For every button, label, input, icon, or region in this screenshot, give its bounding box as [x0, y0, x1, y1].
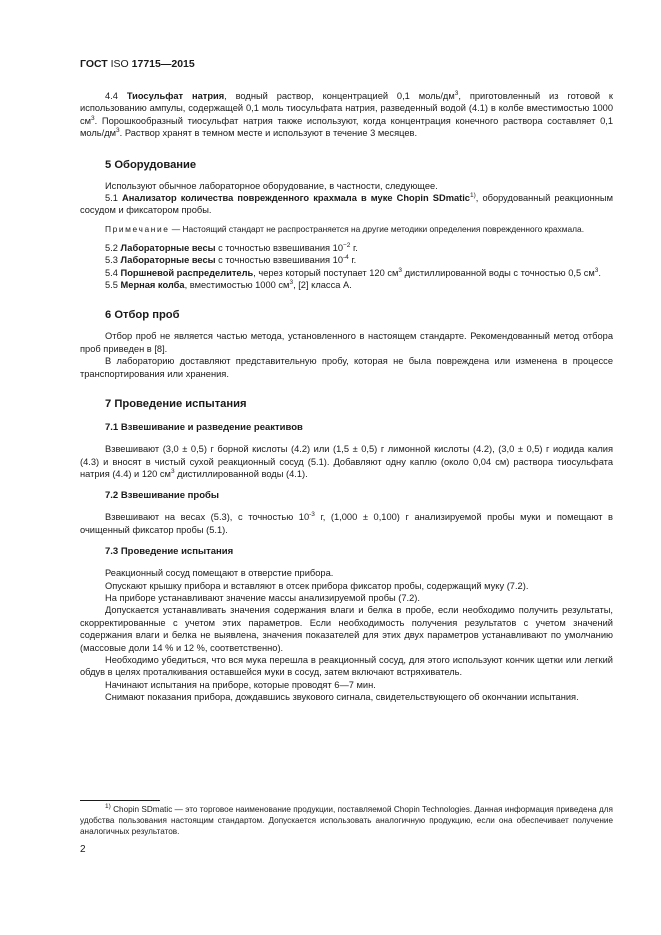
item-5-2-sup: −2 [343, 241, 351, 249]
section-7-2-paragraph [80, 511, 613, 536]
running-header [80, 58, 195, 70]
section-6-heading: 6 Отбор проб [105, 309, 180, 322]
section-7-3-paragraph: Необходимо убедиться, что вся мука перешла в реакционный сосуд, для этого используют кончик щетки или легкий обдув в целях проталкивания оставшейся муки в сосуд, затем включают встряхиватель. [80, 654, 613, 678]
item-5-3-number: 5.3 [105, 255, 118, 266]
item-5-1-text: , оборудованный реакционным сосудом и фиксатором пробы. [80, 193, 613, 216]
section-7-1-paragraph [80, 443, 613, 480]
item-5-3-text: с точностью взвешивания 10 [215, 255, 344, 266]
section-7-1-sup: 3 [170, 467, 175, 475]
footnote-mark: 1) [105, 803, 111, 810]
item-5-5-sup: 3 [289, 279, 294, 287]
footnote-separator [80, 800, 160, 801]
footnote-text: Chopin SDmatic — это торговое наименование продукции, поставляемой Chopin Technologies. Данная информация приведена для удобства пользования настоящим стандартом. Допускается использовать аналогичную продукцию, если она обеспечивает получение аналогичных результатов. [80, 805, 613, 836]
item-5-5 [80, 279, 613, 291]
section-7-2-text-2: г, (1,000 ± 0,100) г анализируемой пробы муки и помещают в очищенный фиксатор пробы (5.1). [80, 512, 613, 535]
item-5-2-text: с точностью взвешивания 10 [215, 242, 344, 253]
section-7-3-paragraph: На приборе устанавливают значение массы анализируемой пробы (7.2). [105, 592, 420, 603]
item-5-4-text-2: дистиллированной воды с точностью 0,5 см [402, 267, 595, 278]
item-5-4-number: 5.4 [105, 267, 118, 278]
section-7-heading: 7 Проведение испытания [105, 398, 247, 411]
item-5-4-end: . [598, 267, 601, 278]
note-5 [80, 224, 613, 235]
page-content [80, 90, 613, 704]
section-6-paragraph-1: Отбор проб не является частью метода, установленного в настоящем стандарте. Рекомендованный метод отбора проб приведен в [8]. [80, 331, 613, 354]
page-number: 2 [80, 844, 86, 855]
item-5-3-sup: -4 [343, 254, 349, 262]
item-5-5-number: 5.5 [105, 280, 118, 291]
item-4-4-sup-3: 3 [116, 127, 120, 135]
item-5-4 [80, 267, 613, 279]
section-7-3-paragraph: Снимают показания прибора, дождавшись звукового сигнала, свидетельствующего об окончании испытания. [105, 692, 579, 703]
item-5-1-title: Анализатор количества поврежденного крахмала в муке Chopin SDmatic [122, 193, 470, 204]
section-7-2-sup: -3 [309, 511, 315, 519]
item-4-4-text-3: . Порошкообразный тиосульфат натрия также используют, когда концентрация конечного раствора составляет 0,1 моль/дм [80, 115, 613, 139]
item-5-1 [80, 192, 613, 217]
section-7-3-paragraph: Реакционный сосуд помещают в отверстие прибора. [105, 568, 334, 579]
item-4-4-number: 4.4 [105, 91, 118, 101]
item-4-4-title: Тиосульфат натрия [126, 91, 225, 101]
section-6-paragraph-2: В лабораторию доставляют представительную пробу, которая не была повреждена или изменена в процессе транспортирования или хранения. [80, 356, 613, 379]
item-5-5-title: Мерная колба [120, 280, 185, 291]
item-5-4-text: , через который поступает 120 см [253, 267, 399, 278]
section-7-3-paragraph: Начинают испытания на приборе, которые проводят 6—7 мин. [105, 679, 376, 690]
item-5-2 [80, 242, 613, 254]
section-7-1-heading: 7.1 Взвешивание и разведение реактивов [105, 422, 303, 434]
section-7-1-text-1: Взвешивают (3,0 ± 0,5) г борной кислоты (4.2) или (1,5 ± 0,5) г лимонной кислоты (4.2), (3,0 ± 0,5) г иодида калия (4.3) и вносят в чистый сухой реакционный сосуд (5.1). Добавляют одну каплю (около 0,04 см) раствора тиосульфата натрия (4.4) и 120 см [80, 444, 613, 479]
item-5-1-number: 5.1 [105, 193, 118, 204]
item-5-4-title: Поршневой распределитель [120, 267, 254, 278]
header-number: 17715—2015 [131, 58, 195, 70]
item-4-4-sup-1: 3 [454, 90, 459, 97]
footnote [80, 805, 613, 837]
item-5-5-end: , [2] класса А. [293, 280, 352, 291]
item-5-3-end: г. [348, 255, 357, 266]
section-7-2-heading: 7.2 Взвешивание пробы [105, 490, 220, 502]
item-5-2-title: Лабораторные весы [120, 242, 216, 253]
item-4-4 [80, 90, 613, 140]
item-4-4-text-4: . Раствор хранят в темном месте и используют в течение 3 месяцев. [119, 128, 418, 139]
header-iso: ISO [110, 58, 129, 70]
section-7-3-paragraph: Опускают крышку прибора и вставляют в отсек прибора фиксатор пробы, содержащий муку (7.2). [105, 580, 529, 591]
item-5-3-title: Лабораторные весы [120, 255, 216, 266]
item-4-4-text-1: , водный раствор, концентрацией 0,1 моль/дм [224, 91, 455, 101]
section-5-intro: Используют обычное лабораторное оборудование, в частности, следующее. [105, 180, 438, 191]
item-5-3 [80, 254, 613, 266]
section-7-2-text-1: Взвешивают на весах (5.3), с точностью 10 [105, 512, 310, 523]
item-5-5-text: , вместимостью 1000 см [184, 280, 290, 291]
note-label: Примечание [105, 223, 170, 234]
item-5-4-sup-2: 3 [594, 266, 599, 274]
item-5-2-number: 5.2 [105, 242, 118, 253]
item-5-4-sup-1: 3 [398, 266, 402, 274]
section-5-heading: 5 Оборудование [105, 158, 197, 171]
footnote-ref: 1) [469, 192, 476, 200]
section-7-3-heading: 7.3 Проведение испытания [105, 546, 234, 558]
item-4-4-sup-2: 3 [91, 114, 95, 122]
note-text: — Настоящий стандарт не распространяется на другие методики определения поврежденного крахмала. [169, 223, 585, 234]
item-5-2-end: г. [350, 242, 358, 253]
section-7-1-text-2: дистиллированной воды (4.1). [174, 468, 308, 479]
section-7-3-paragraph: Допускается устанавливать значения содержания влаги и белка в пробе, если необходимо получить результаты, скорректированные с учетом этих параметров. Если необходимость получения результатов с учетом значений содержания влаги и белка не выявлена, значения показателей для этих двух параметров устанавливают по умолчанию (массовые доли 14 % и 12 %, соответственно). [80, 605, 613, 653]
header-gost: ГОСТ [80, 58, 108, 70]
item-4-4-text-2: , приготовленный из готовой к использованию ампулы, содержащей 0,1 моль тиосульфата натрия, разведенный водой (4.1) в колбе вместимостью 1000 см [80, 91, 613, 126]
